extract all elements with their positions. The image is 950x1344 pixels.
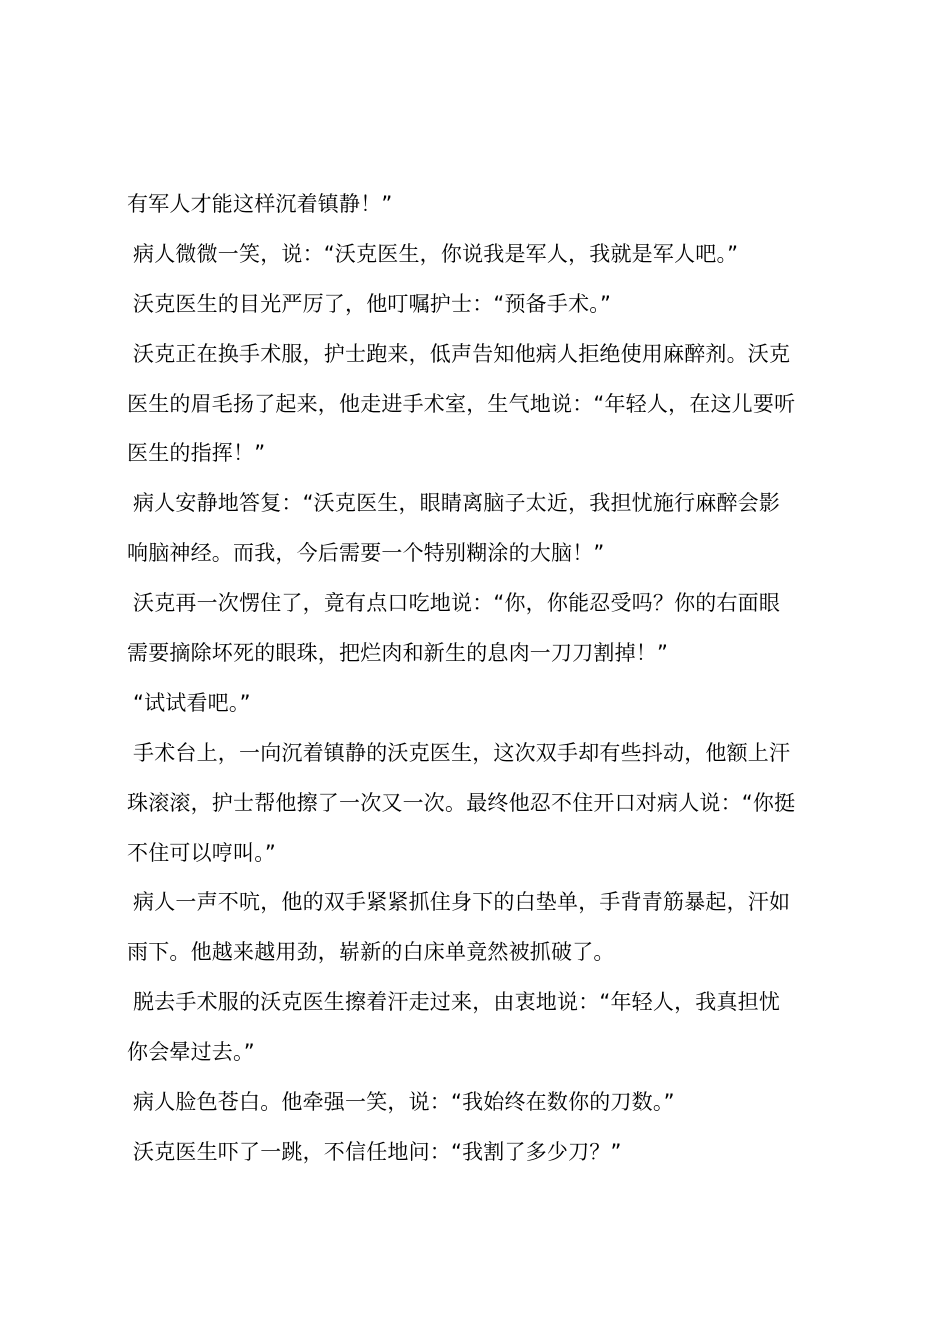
text-line: 病人安静地答复：“沃克医生，眼睛离脑子太近，我担忧施行麻醉会影 bbox=[133, 491, 781, 516]
text-line: 不住可以哼叫。” bbox=[127, 840, 276, 865]
text-line: 脱去手术服的沃克医生擦着汗走过来，由衷地说：“年轻人，我真担忧 bbox=[133, 990, 781, 1015]
text-line: 沃克医生的目光严厉了，他叮嘱护士：“预备手术。” bbox=[133, 291, 612, 316]
text-line: 沃克医生吓了一跳，不信任地问：“我割了多少刀？” bbox=[133, 1139, 622, 1164]
text-line: 沃克正在换手术服，护士跑来，低声告知他病人拒绝使用麻醉剂。沃克 bbox=[133, 341, 791, 366]
text-line: 病人脸色苍白。他牵强一笑，说：“我始终在数你的刀数。” bbox=[133, 1090, 675, 1115]
text-line: 有军人才能这样沉着镇静！” bbox=[127, 192, 393, 216]
text-line: 响脑神经。而我，今后需要一个特别糊涂的大脑！” bbox=[127, 541, 605, 566]
text-line: “试试看吧。” bbox=[133, 690, 251, 715]
text-line: 珠滚滚，护士帮他擦了一次又一次。最终他忍不住开口对病人说：“你挺 bbox=[127, 790, 796, 815]
text-line: 病人一声不吭，他的双手紧紧抓住身下的白垫单，手背青筋暴起，汗如 bbox=[133, 890, 791, 915]
text-line: 医生的指挥！” bbox=[127, 441, 266, 466]
text-line: 手术台上，一向沉着镇静的沃克医生，这次双手却有些抖动，他额上汗 bbox=[133, 740, 791, 765]
text-line: 雨下。他越来越用劲，崭新的白床单竟然被抓破了。 bbox=[127, 940, 615, 965]
text-line: 沃克再一次愣住了，竟有点口吃地说：“你，你能忍受吗？你的右面眼 bbox=[133, 591, 781, 616]
text-line: 病人微微一笑，说：“沃克医生，你说我是军人，我就是军人吧。” bbox=[133, 241, 739, 266]
text-line: 你会晕过去。” bbox=[127, 1040, 255, 1065]
text-line: 医生的眉毛扬了起来，他走进手术室，生气地说：“年轻人，在这儿要听 bbox=[127, 391, 796, 416]
text-line: 需要摘除坏死的眼珠，把烂肉和新生的息肉一刀刀割掉！” bbox=[127, 641, 669, 666]
text-body bbox=[127, 180, 837, 1178]
